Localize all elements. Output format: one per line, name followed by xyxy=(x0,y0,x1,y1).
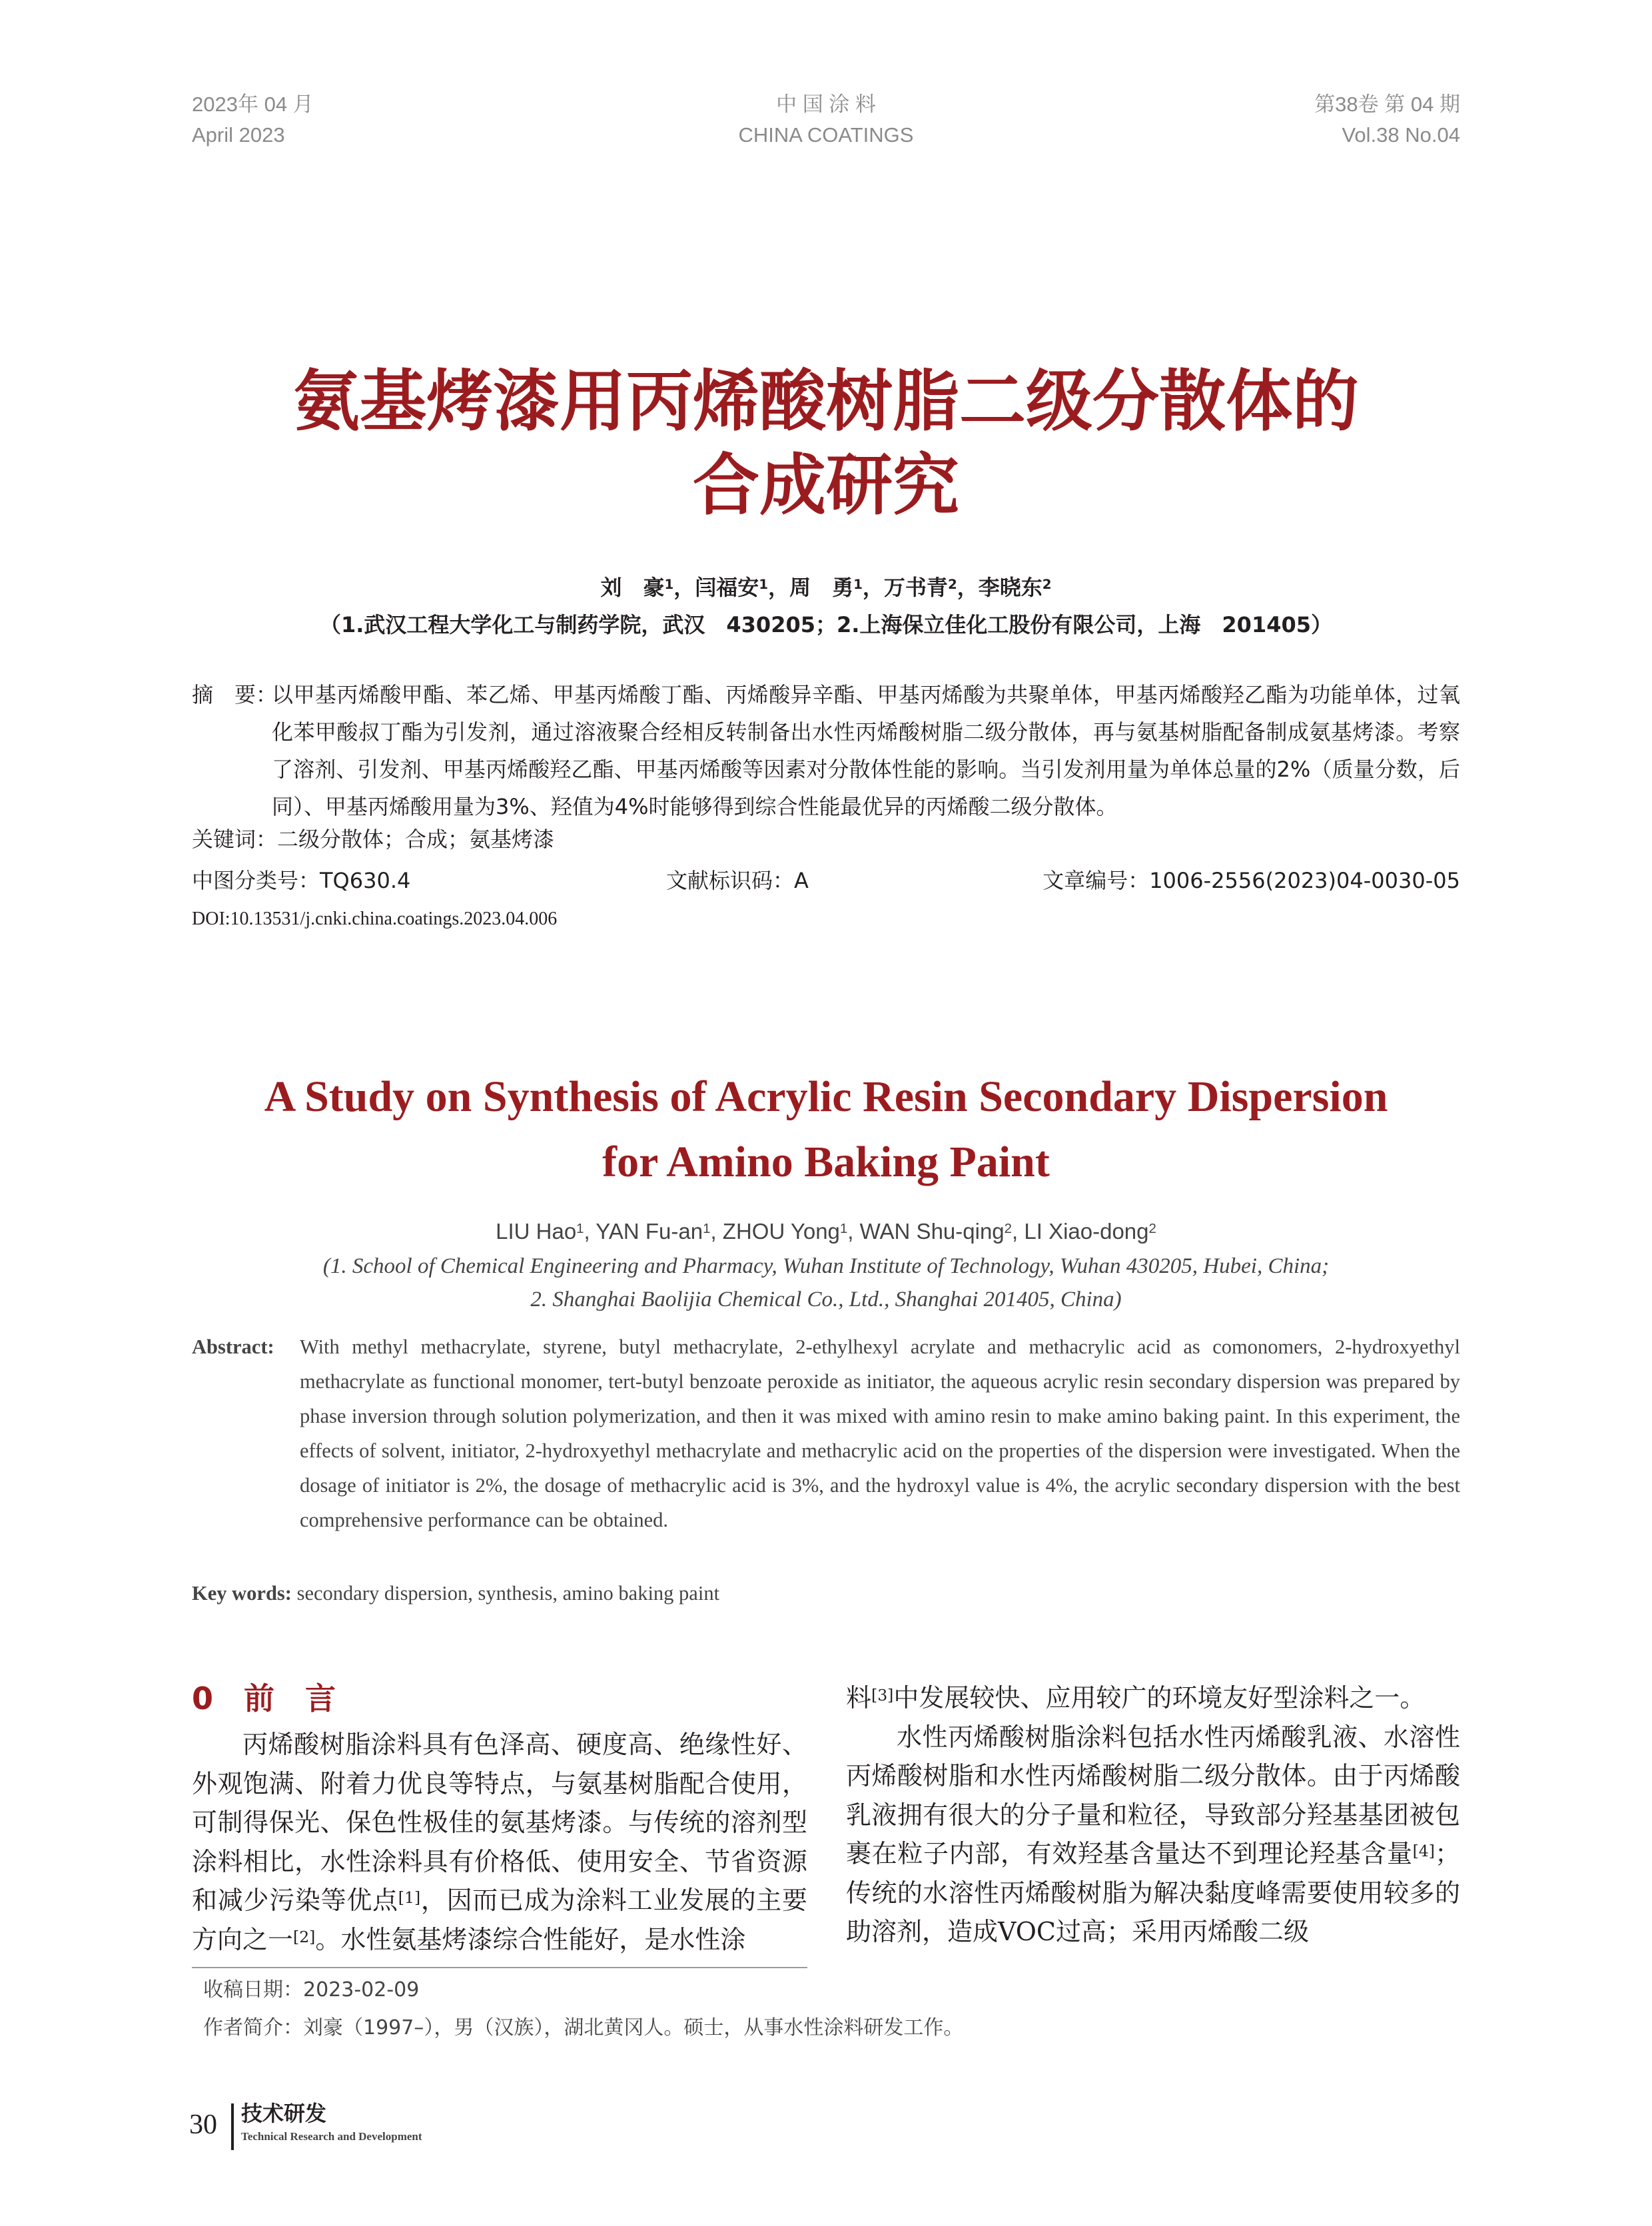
header-issue-en: Vol.38 No.04 xyxy=(1342,123,1460,147)
title-cn-line2: 合成研究 xyxy=(693,446,959,524)
author-cn: 万书青 xyxy=(883,575,948,600)
paragraph-text: 。水性氨基烤漆综合性能好，是水性涂 xyxy=(315,1924,746,1954)
author-en: YAN Fu-an xyxy=(596,1219,703,1244)
citation: [2] xyxy=(293,1927,316,1946)
abstract-cn-label: 摘 要： xyxy=(192,682,278,707)
running-header-right xyxy=(1314,89,1460,151)
footer-divider xyxy=(231,2103,234,2150)
title-cn-line1: 氨基烤漆用丙烯酸树脂二级分散体的 xyxy=(293,362,1359,440)
keywords-cn-text: 二级分散体；合成；氨基烤漆 xyxy=(277,827,555,852)
body-column-left xyxy=(192,1725,807,1959)
author-cn-sup: 2 xyxy=(947,577,957,592)
section-heading: 0 前 言 xyxy=(192,1680,336,1716)
author-en: LI Xiao-dong xyxy=(1024,1219,1149,1244)
paragraph xyxy=(846,1718,1460,1952)
affiliation-en xyxy=(133,1250,1519,1316)
author-cn-sup: 1 xyxy=(664,577,674,592)
abstract-en xyxy=(192,1329,1460,1537)
header-date-en: April 2023 xyxy=(192,123,285,147)
author-en: WAN Shu-qing xyxy=(859,1219,1005,1244)
author-cn-sup: 2 xyxy=(1042,577,1052,592)
author-cn-sup: 1 xyxy=(853,577,863,592)
footnote-divider xyxy=(192,1967,807,1968)
title-cn xyxy=(133,360,1519,528)
clc-number: 中图分类号：TQ630.4 xyxy=(192,868,411,893)
author-cn: 李晓东 xyxy=(978,575,1042,600)
received-date: 收稿日期：2023-02-09 xyxy=(203,1978,420,2002)
title-en xyxy=(133,1064,1519,1195)
footer-section-cn: 技术研发 xyxy=(241,2101,327,2126)
footer-section-en: Technical Research and Development xyxy=(241,2130,422,2143)
paragraph-text: 丙烯酸树脂涂料具有色泽高、硬度高、绝缘性好、外观饱满、附着力优良等特点，与氨基树脂配合使用，可制得保光、保色性极佳的氨基烤漆。与传统的溶剂型涂料相比，水性涂料具有价格低、使用安全、节省资源和减少污染等优点 xyxy=(192,1730,807,1915)
keywords-cn xyxy=(192,823,554,856)
paragraph xyxy=(846,1678,1460,1718)
doi: DOI:10.13531/j.cnki.china.coatings.2023.04.006 xyxy=(192,909,558,929)
document-code: 文献标识码：A xyxy=(666,868,809,893)
abstract-en-text: With methyl methacrylate, styrene, butyl methacrylate, 2-ethylhexyl acrylate and methacrylic acid as comonomers, 2-hydroxyethyl methacrylate as functional monomer, tert-butyl benzoate peroxide as initiator, the aqueous acrylic resin secondary dispersion was prepared by phase inversion through solution polymerization, and then it was mixed with amino resin to make amino baking paint. In this experiment, the effects of solvent, initiator, 2-hydroxyethyl methacrylate and methacrylic acid on the properties of the dispersion were investigated. When the dosage of initiator is 2%, the dosage of methacrylic acid is 3%, and the hydroxyl value is 4%, the acrylic secondary dispersion with the best comprehensive performance can be obtained. xyxy=(300,1335,1460,1531)
article-number: 文章编号：1006-2556(2023)04-0030-05 xyxy=(1042,868,1460,893)
running-header-center xyxy=(693,89,959,151)
citation: [1] xyxy=(398,1888,421,1907)
author-bio: 作者简介：刘豪（1997–），男（汉族），湖北黄冈人。硕士，从事水性涂料研发工作。 xyxy=(203,2016,964,2040)
author-en-sup: 2 xyxy=(1004,1221,1013,1236)
running-header-left xyxy=(192,89,314,151)
paragraph-text: ；传统的水溶性丙烯酸树脂为解决黏度峰需要使用较多的助溶剂，造成VOC过高；采用丙烯酸二级 xyxy=(846,1839,1460,1946)
paragraph-text: 中发展较快、应用较广的环境友好型涂料之一。 xyxy=(893,1683,1426,1712)
title-en-line1: A Study on Synthesis of Acrylic Resin Secondary Dispersion xyxy=(264,1072,1388,1121)
body-column-right xyxy=(846,1678,1460,1952)
affiliation-en-line1: (1. School of Chemical Engineering and Pharmacy, Wuhan Institute of Technology, Wuhan 430205, Hubei, China; xyxy=(322,1254,1330,1278)
citation: [3] xyxy=(871,1686,894,1704)
author-cn: 闫福安 xyxy=(695,575,759,600)
citation: [4] xyxy=(1412,1842,1435,1860)
affiliation-cn: （1.武汉工程大学化工与制药学院，武汉 430205；2.上海保立佳化工股份有限公司，上海 201405） xyxy=(319,612,1333,637)
authors-en: LIU Hao$^1$, YAN $Fu-an^1$, ZHOU Yong$^1$, WAN Shu-qing$^2$, LI Xiao-dong$^2$ xyxy=(496,1219,1156,1244)
keywords-en xyxy=(192,1576,719,1611)
author-en: ZHOU Yong xyxy=(722,1219,840,1244)
header-journal-cn: 中 国 涂 料 xyxy=(776,93,876,116)
authors-cn: 刘 豪$^1$，闫福安$^1$，周 勇$^1$，万书青$^2$，李晓东$^2$ xyxy=(600,575,1052,600)
paragraph-text: 料 xyxy=(846,1683,872,1712)
author-en-sup: 1 xyxy=(839,1221,848,1236)
page-number: 30 xyxy=(189,2109,217,2140)
keywords-cn-label: 关键词： xyxy=(192,827,278,852)
paragraph-text: 水性丙烯酸树脂涂料包括水性丙烯酸乳液、水溶性丙烯酸树脂和水性丙烯酸树脂二级分散体。由于丙烯酸乳液拥有很大的分子量和粒径，导致部分羟基基团被包裹在粒子内部，有效羟基含量达不到理论羟基含量 xyxy=(846,1722,1460,1868)
keywords-en-label: Key words: xyxy=(192,1582,292,1605)
author-cn: 刘 豪 xyxy=(600,575,665,600)
author-cn-sup: 1 xyxy=(759,577,769,592)
author-en: LIU Hao xyxy=(496,1219,577,1244)
header-date-cn: 2023年 04 月 xyxy=(192,93,314,116)
abstract-cn-text: 以甲基丙烯酸甲酯、苯乙烯、甲基丙烯酸丁酯、丙烯酸异辛酯、甲基丙烯酸为共聚单体，甲基丙烯酸羟乙酯为功能单体，过氧化苯甲酸叔丁酯为引发剂，通过溶液聚合经相反转制备出水性丙烯酸树脂二级分散体，再与氨基树脂配备制成氨基烤漆。考察了溶剂、引发剂、甲基丙烯酸羟乙酯、甲基丙烯酸等因素对分散体性能的影响。当引发剂用量为单体总量的2%（质量分数，后同）、甲基丙烯酸用量为3%、羟值为4%时能够得到综合性能最优异的丙烯酸二级分散体。 xyxy=(272,682,1460,819)
author-en-sup: 1 xyxy=(703,1221,711,1236)
author-en-sup: 1 xyxy=(576,1221,584,1236)
header-journal-en: CHINA COATINGS xyxy=(738,123,914,147)
header-issue-cn: 第38卷 第 04 期 xyxy=(1314,93,1460,116)
author-cn: 周 勇 xyxy=(789,575,854,600)
author-en-sup: 2 xyxy=(1148,1221,1156,1236)
paragraph xyxy=(192,1725,807,1959)
abstract-en-label: Abstract: xyxy=(192,1335,274,1358)
keywords-en-text: secondary dispersion, synthesis, amino baking paint xyxy=(296,1582,720,1605)
affiliation-en-line2: 2. Shanghai Baolijia Chemical Co., Ltd., Shanghai 201405, China) xyxy=(530,1288,1122,1311)
title-en-line2: for Amino Baking Paint xyxy=(602,1138,1050,1186)
paragraph-text: ，因而已成为涂料工业发展的主要方向之一 xyxy=(192,1886,807,1954)
abstract-cn xyxy=(192,676,1460,825)
